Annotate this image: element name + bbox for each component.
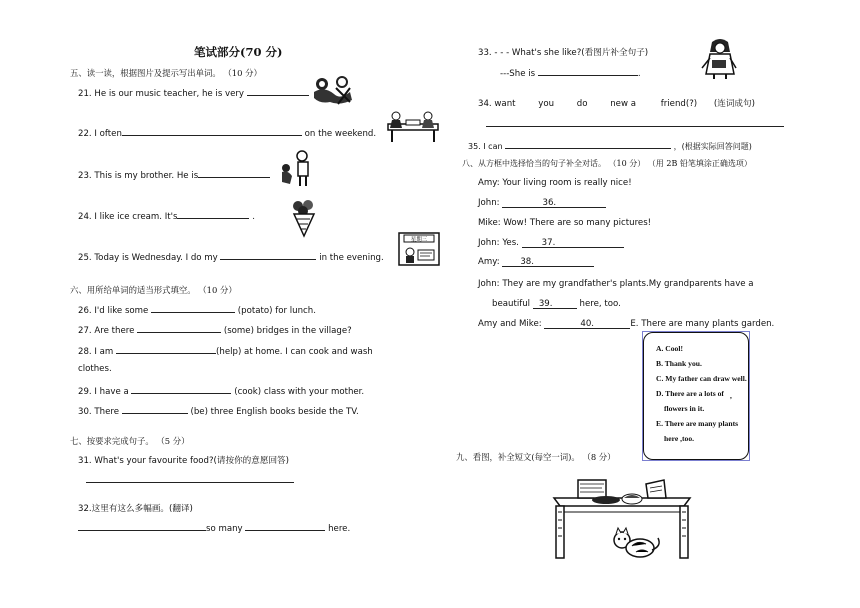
- question-22: 22. I often on the weekend.: [78, 126, 376, 139]
- answer-blank-23[interactable]: [198, 168, 270, 178]
- section-9-heading: 九、看图，补全短文(每空一词)。 （8 分）: [456, 452, 616, 462]
- music-teacher-picture: [310, 74, 356, 108]
- option-d-continued: flowers in it.: [664, 404, 705, 413]
- option-d: D. There are a lots of: [656, 389, 724, 398]
- dialogue-line-38: Amy: 38.: [478, 257, 594, 267]
- option-b: B. Thank you.: [656, 359, 702, 368]
- question-31: 31. What's your favourite food?(请按你的意愿回答): [78, 456, 290, 466]
- dialogue-line-40: Amy and Mike: 40. E. There are many plants garden.: [478, 319, 775, 329]
- question-32: 32.这里有这么多幅画。(翻译): [78, 504, 193, 514]
- question-25: 25. Today is Wednesday. I do my in the evening.: [78, 250, 384, 263]
- option-c: C. My father can draw well.: [656, 374, 747, 383]
- weekend-activity-picture: [384, 110, 442, 144]
- ice-cream-picture: [290, 198, 318, 238]
- dialogue-line-36: John: 36.: [478, 198, 606, 208]
- question-35: 35. I can ，(根据实际回答问题): [468, 139, 752, 152]
- dialogue-line-39: beautiful 39. here, too.: [492, 299, 621, 309]
- answer-blank-32b[interactable]: [245, 521, 325, 531]
- answer-blank-36[interactable]: 36.: [502, 198, 606, 208]
- section-6-heading: 六、用所给单词的适当形式填空。 （10 分）: [70, 285, 237, 295]
- question-33: 33. - - - What's she like?(看图片补全句子): [478, 48, 649, 58]
- calendar-picture: [398, 232, 440, 266]
- section-5-heading: 五、读一读，根据图片及提示写出单词。 （10 分）: [70, 68, 262, 78]
- question-28: 28. I am (help) at home. I can cook and wash: [78, 344, 373, 357]
- answer-blank-32a[interactable]: [78, 521, 206, 531]
- question-29: 29. I have a (cook) class with your mother.: [78, 384, 364, 397]
- question-27: 27. Are there (some) bridges in the village?: [78, 323, 352, 336]
- answer-blank-29[interactable]: [131, 384, 231, 394]
- option-a: A. Cool!: [656, 344, 683, 353]
- dialogue-line-3: Mike: Wow! There are so many pictures!: [478, 218, 652, 228]
- section-8-heading: 八、从方框中选择恰当的句子补全对话。 （10 分） （用 2B 铅笔填涂正确选项）: [462, 159, 752, 168]
- option-e: E. There are many plants: [656, 419, 739, 428]
- question-32-answer: so many here.: [78, 521, 350, 534]
- answer-blank-35[interactable]: [505, 139, 671, 149]
- section-7-heading: 七、按要求完成句子。 （5 分）: [70, 436, 190, 446]
- answer-blank-24[interactable]: [177, 209, 249, 219]
- page-title: 笔试部分(70 分): [194, 45, 283, 59]
- answer-blank-39[interactable]: 39.: [533, 299, 577, 309]
- question-23: 23. This is my brother. He is: [78, 168, 270, 181]
- calendar-label: 星期三: [410, 237, 428, 243]
- answer-blank-30[interactable]: [122, 404, 188, 414]
- answer-blank-37[interactable]: 37.: [522, 238, 624, 248]
- dialogue-line-1: Amy: Your living room is really nice!: [478, 178, 632, 188]
- desk-with-cat-picture: [552, 472, 692, 560]
- answer-line-31[interactable]: [86, 482, 294, 483]
- question-34: 34. want you do new a friend(?) (连词成句): [478, 99, 755, 109]
- question-33-answer: ---She is .: [500, 66, 641, 79]
- option-e-continued: here ,too.: [664, 434, 695, 443]
- question-26: 26. I'd like some (potato) for lunch.: [78, 303, 316, 316]
- woman-picture: [700, 38, 738, 80]
- question-24: 24. I like ice cream. It's .: [78, 209, 255, 222]
- answer-blank-26[interactable]: [151, 303, 235, 313]
- answer-blank-33[interactable]: [538, 66, 638, 76]
- option-d-comma: ,: [730, 391, 732, 400]
- question-21: 21. He is our music teacher, he is very: [78, 86, 309, 99]
- answer-blank-28[interactable]: [116, 344, 216, 354]
- answer-blank-38[interactable]: 38.: [502, 257, 594, 267]
- brother-picture: [278, 150, 312, 188]
- answer-blank-25[interactable]: [220, 250, 316, 260]
- dialogue-line-6: John: They are my grandfather's plants.My grandparents have a: [478, 279, 754, 289]
- answer-blank-40[interactable]: 40.: [544, 319, 630, 329]
- dialogue-line-37: John: Yes. 37.: [478, 238, 624, 248]
- answer-blank-27[interactable]: [137, 323, 221, 333]
- answer-blank-21[interactable]: [247, 86, 309, 96]
- question-30: 30. There (be) three English books beside the TV.: [78, 404, 359, 417]
- answer-line-34[interactable]: [486, 126, 784, 127]
- answer-blank-22[interactable]: [122, 126, 302, 136]
- question-28-continued: clothes.: [78, 364, 112, 374]
